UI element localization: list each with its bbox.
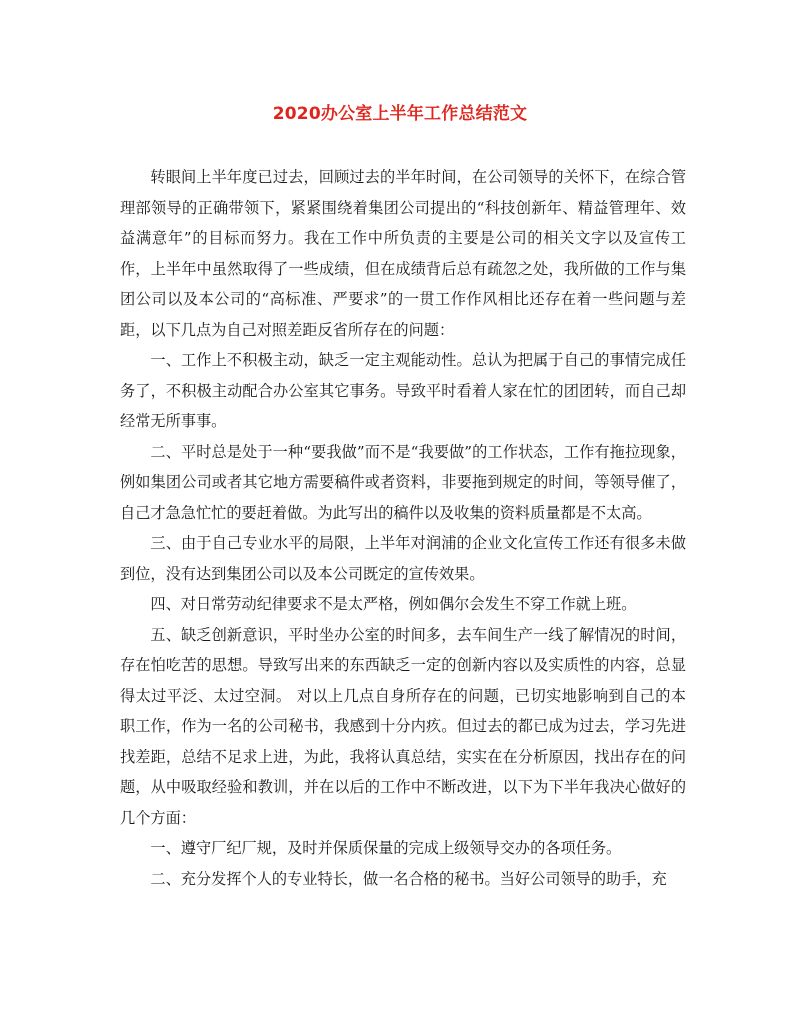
document-body — [120, 162, 686, 894]
paragraph-plan-1: 一、遵守厂纪厂规，及时并保质保量的完成上级领导交办的各项任务。 — [150, 839, 622, 857]
paragraph-problem-1: 一、工作上不积极主动，缺乏一定主观能动性。总认为把属于自己的事情完成任务了，不积极主动配合办公室其它事务。导致平时看着人家在忙的团团转，而自己却经常无所事事。 — [120, 351, 686, 430]
paragraph-problem-5: 五、缺乏创新意识，平时坐办公室的时间多，去车间生产一线了解情况的时间，存在怕吃苦的思想。导致写出来的东西缺乏一定的创新内容以及实质性的内容，总显得太过平泛、太过空洞。 对以上几点自身所存在的问题，已切实地影响到自己的本职工作，作为一名的公司秘书，我感到十分内疚。但过去的都已成为过去，学习先进找差距，总结不足求上进，为此，我将认真总结，实实在在分析原因，找出存在的问题，从中吸取经验和教训，并在以后的工作中不断改进，以下为下半年我决心做好的几个方面： — [120, 625, 686, 827]
document-title: 2020办公室上半年工作总结范文 — [272, 104, 528, 124]
paragraph-plan-2: 二、充分发挥个人的专业特长，做一名合格的秘书。当好公司领导的助手，充 — [150, 869, 667, 888]
paragraph-problem-2: 二、平时总是处于一种“要我做”而不是“我要做”的工作状态，工作有拖拉现象，例如集团公司或者其它地方需要稿件或者资料，非要拖到规定的时间，等领导催了，自己才急急忙忙的要赶着做。为此写出的稿件以及收集的资料质量都是不太高。 — [120, 442, 686, 522]
paragraph-intro: 转眼间上半年度已过去，回顾过去的半年时间，在公司领导的关怀下，在综合管理部领导的正确带领下，紧紧围绕着集团公司提出的“科技创新年、精益管理年、效益满意年”的目标而努力。我在工作中所负责的主要是公司的相关文字以及宣传工作，上半年中虽然取得了一些成绩，但在成绩背后总有疏忽之处，我所做的工作与集团公司以及本公司的“高标准、严要求”的一贯工作作风相比还存在着一些问题与差距，以下几点为自己对照差距反省所存在的问题： — [120, 168, 686, 339]
paragraph-problem-3: 三、由于自己专业水平的局限，上半年对润浦的企业文化宣传工作还有很多未做到位，没有达到集团公司以及本公司既定的宣传效果。 — [120, 534, 686, 583]
paragraph-problem-4: 四、对日常劳动纪律要求不是太严格，例如偶尔会发生不穿工作就上班。 — [150, 595, 637, 613]
